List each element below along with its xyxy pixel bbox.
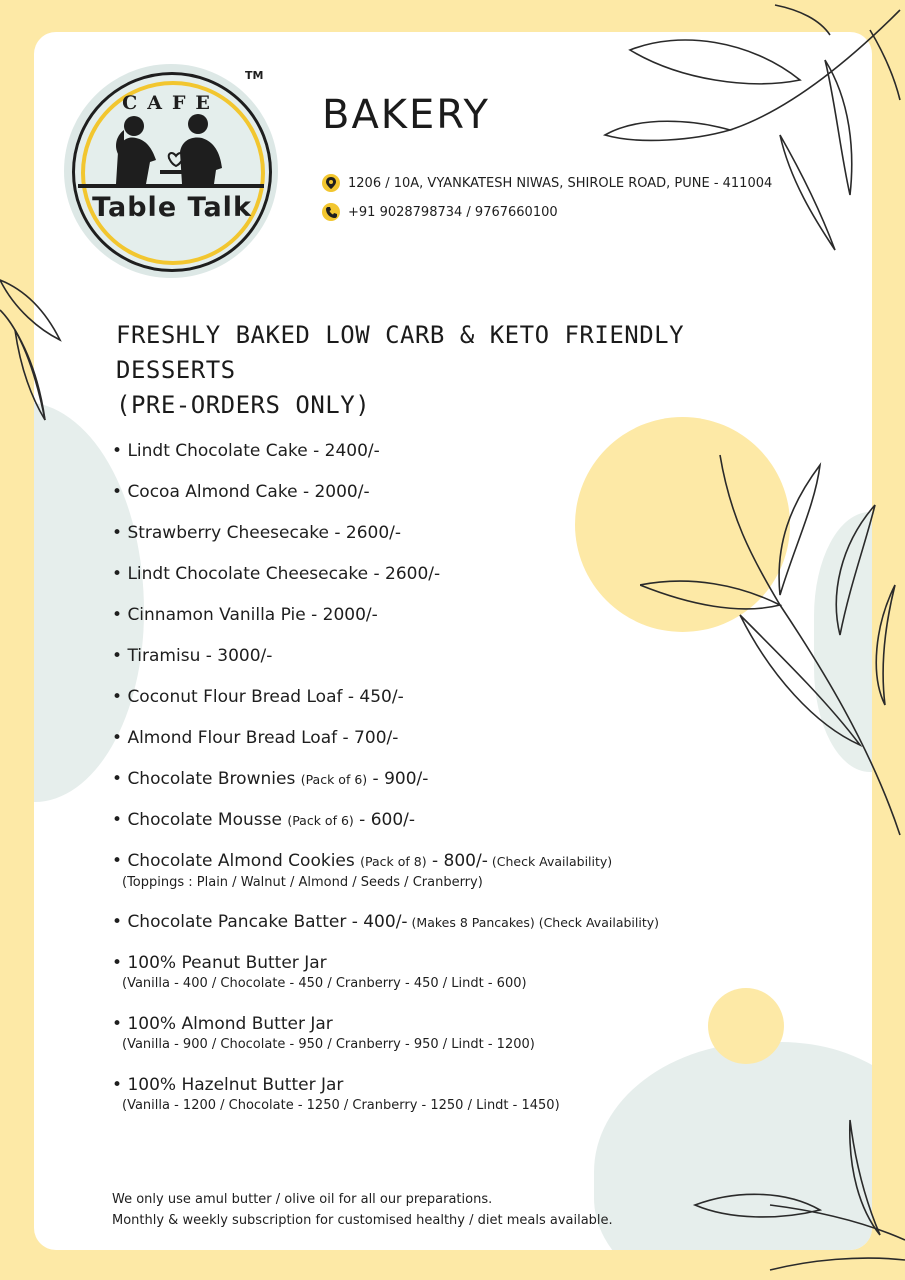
menu-item: • Lindt Chocolate Cake - 2400/- — [112, 441, 380, 461]
section-heading: FRESHLY BAKED LOW CARB & KETO FRIENDLY DESSERTS (PRE-ORDERS ONLY) — [116, 321, 685, 419]
page-title: BAKERY — [322, 92, 490, 138]
menu-item-details: (Vanilla - 900 / Chocolate - 950 / Cranberry - 950 / Lindt - 1200) — [122, 1037, 535, 1052]
menu-item: • Cocoa Almond Cake - 2000/- — [112, 482, 370, 502]
menu-item: • 100% Peanut Butter Jar (Vanilla - 400 / Chocolate - 450 / Cranberry - 450 / Lindt - 600) — [112, 952, 527, 994]
menu-item: • Cinnamon Vanilla Pie - 2000/- — [112, 605, 378, 625]
location-pin-icon — [322, 174, 340, 192]
menu-item: • Lindt Chocolate Cheesecake - 2600/- — [112, 564, 441, 584]
phone-icon — [322, 203, 340, 221]
trademark-mark: TM — [245, 69, 264, 82]
phone-text: +91 9028798734 / 9767660100 — [348, 204, 558, 220]
decorative-blob — [594, 1042, 872, 1250]
menu-item-details: (Vanilla - 400 / Chocolate - 450 / Cranberry - 450 / Lindt - 600) — [122, 976, 527, 991]
logo-cafe-text: CAFE — [122, 92, 220, 114]
menu-item: • Tiramisu - 3000/- — [112, 646, 273, 666]
menu-item: • Chocolate Mousse (Pack of 6) - 600/- — [112, 810, 416, 830]
decorative-circle — [575, 417, 790, 632]
menu-item: • Strawberry Cheesecake - 2600/- — [112, 523, 402, 543]
decorative-blob — [814, 512, 872, 772]
address-line — [322, 174, 772, 192]
footer-note: We only use amul butter / olive oil for all our preparations. Monthly & weekly subscription for customised healthy / diet meals available. — [112, 1192, 613, 1228]
couple-silhouette-icon — [106, 112, 236, 184]
decorative-circle — [708, 988, 784, 1064]
menu-item: • Chocolate Almond Cookies (Pack of 8) - 800/- (Check Availability) (Toppings : Plain / Walnut / Almond / Seeds / Cranberry) — [112, 850, 612, 893]
address-text: 1206 / 10A, VYANKATESH NIWAS, SHIROLE ROAD, PUNE - 411004 — [348, 175, 773, 191]
menu-item-details: (Toppings : Plain / Walnut / Almond / Seeds / Cranberry) — [122, 875, 483, 890]
cafe-logo — [64, 64, 278, 278]
menu-item: • Coconut Flour Bread Loaf - 450/- — [112, 687, 404, 707]
logo-name: Table Talk — [92, 192, 252, 223]
menu-item: • 100% Hazelnut Butter Jar (Vanilla - 1200 / Chocolate - 1250 / Cranberry - 1250 / Lindt - 1450) — [112, 1074, 560, 1116]
menu-item: • 100% Almond Butter Jar (Vanilla - 900 / Chocolate - 950 / Cranberry - 950 / Lindt - 1200) — [112, 1013, 535, 1055]
menu-item: • Chocolate Brownies (Pack of 6) - 900/- — [112, 769, 429, 789]
phone-line — [322, 203, 558, 221]
menu-item: • Chocolate Pancake Batter - 400/- (Makes 8 Pancakes) (Check Availability) — [112, 912, 660, 932]
menu-item: • Almond Flour Bread Loaf - 700/- — [112, 728, 399, 748]
menu-item-details: (Vanilla - 1200 / Chocolate - 1250 / Cranberry - 1250 / Lindt - 1450) — [122, 1098, 560, 1113]
